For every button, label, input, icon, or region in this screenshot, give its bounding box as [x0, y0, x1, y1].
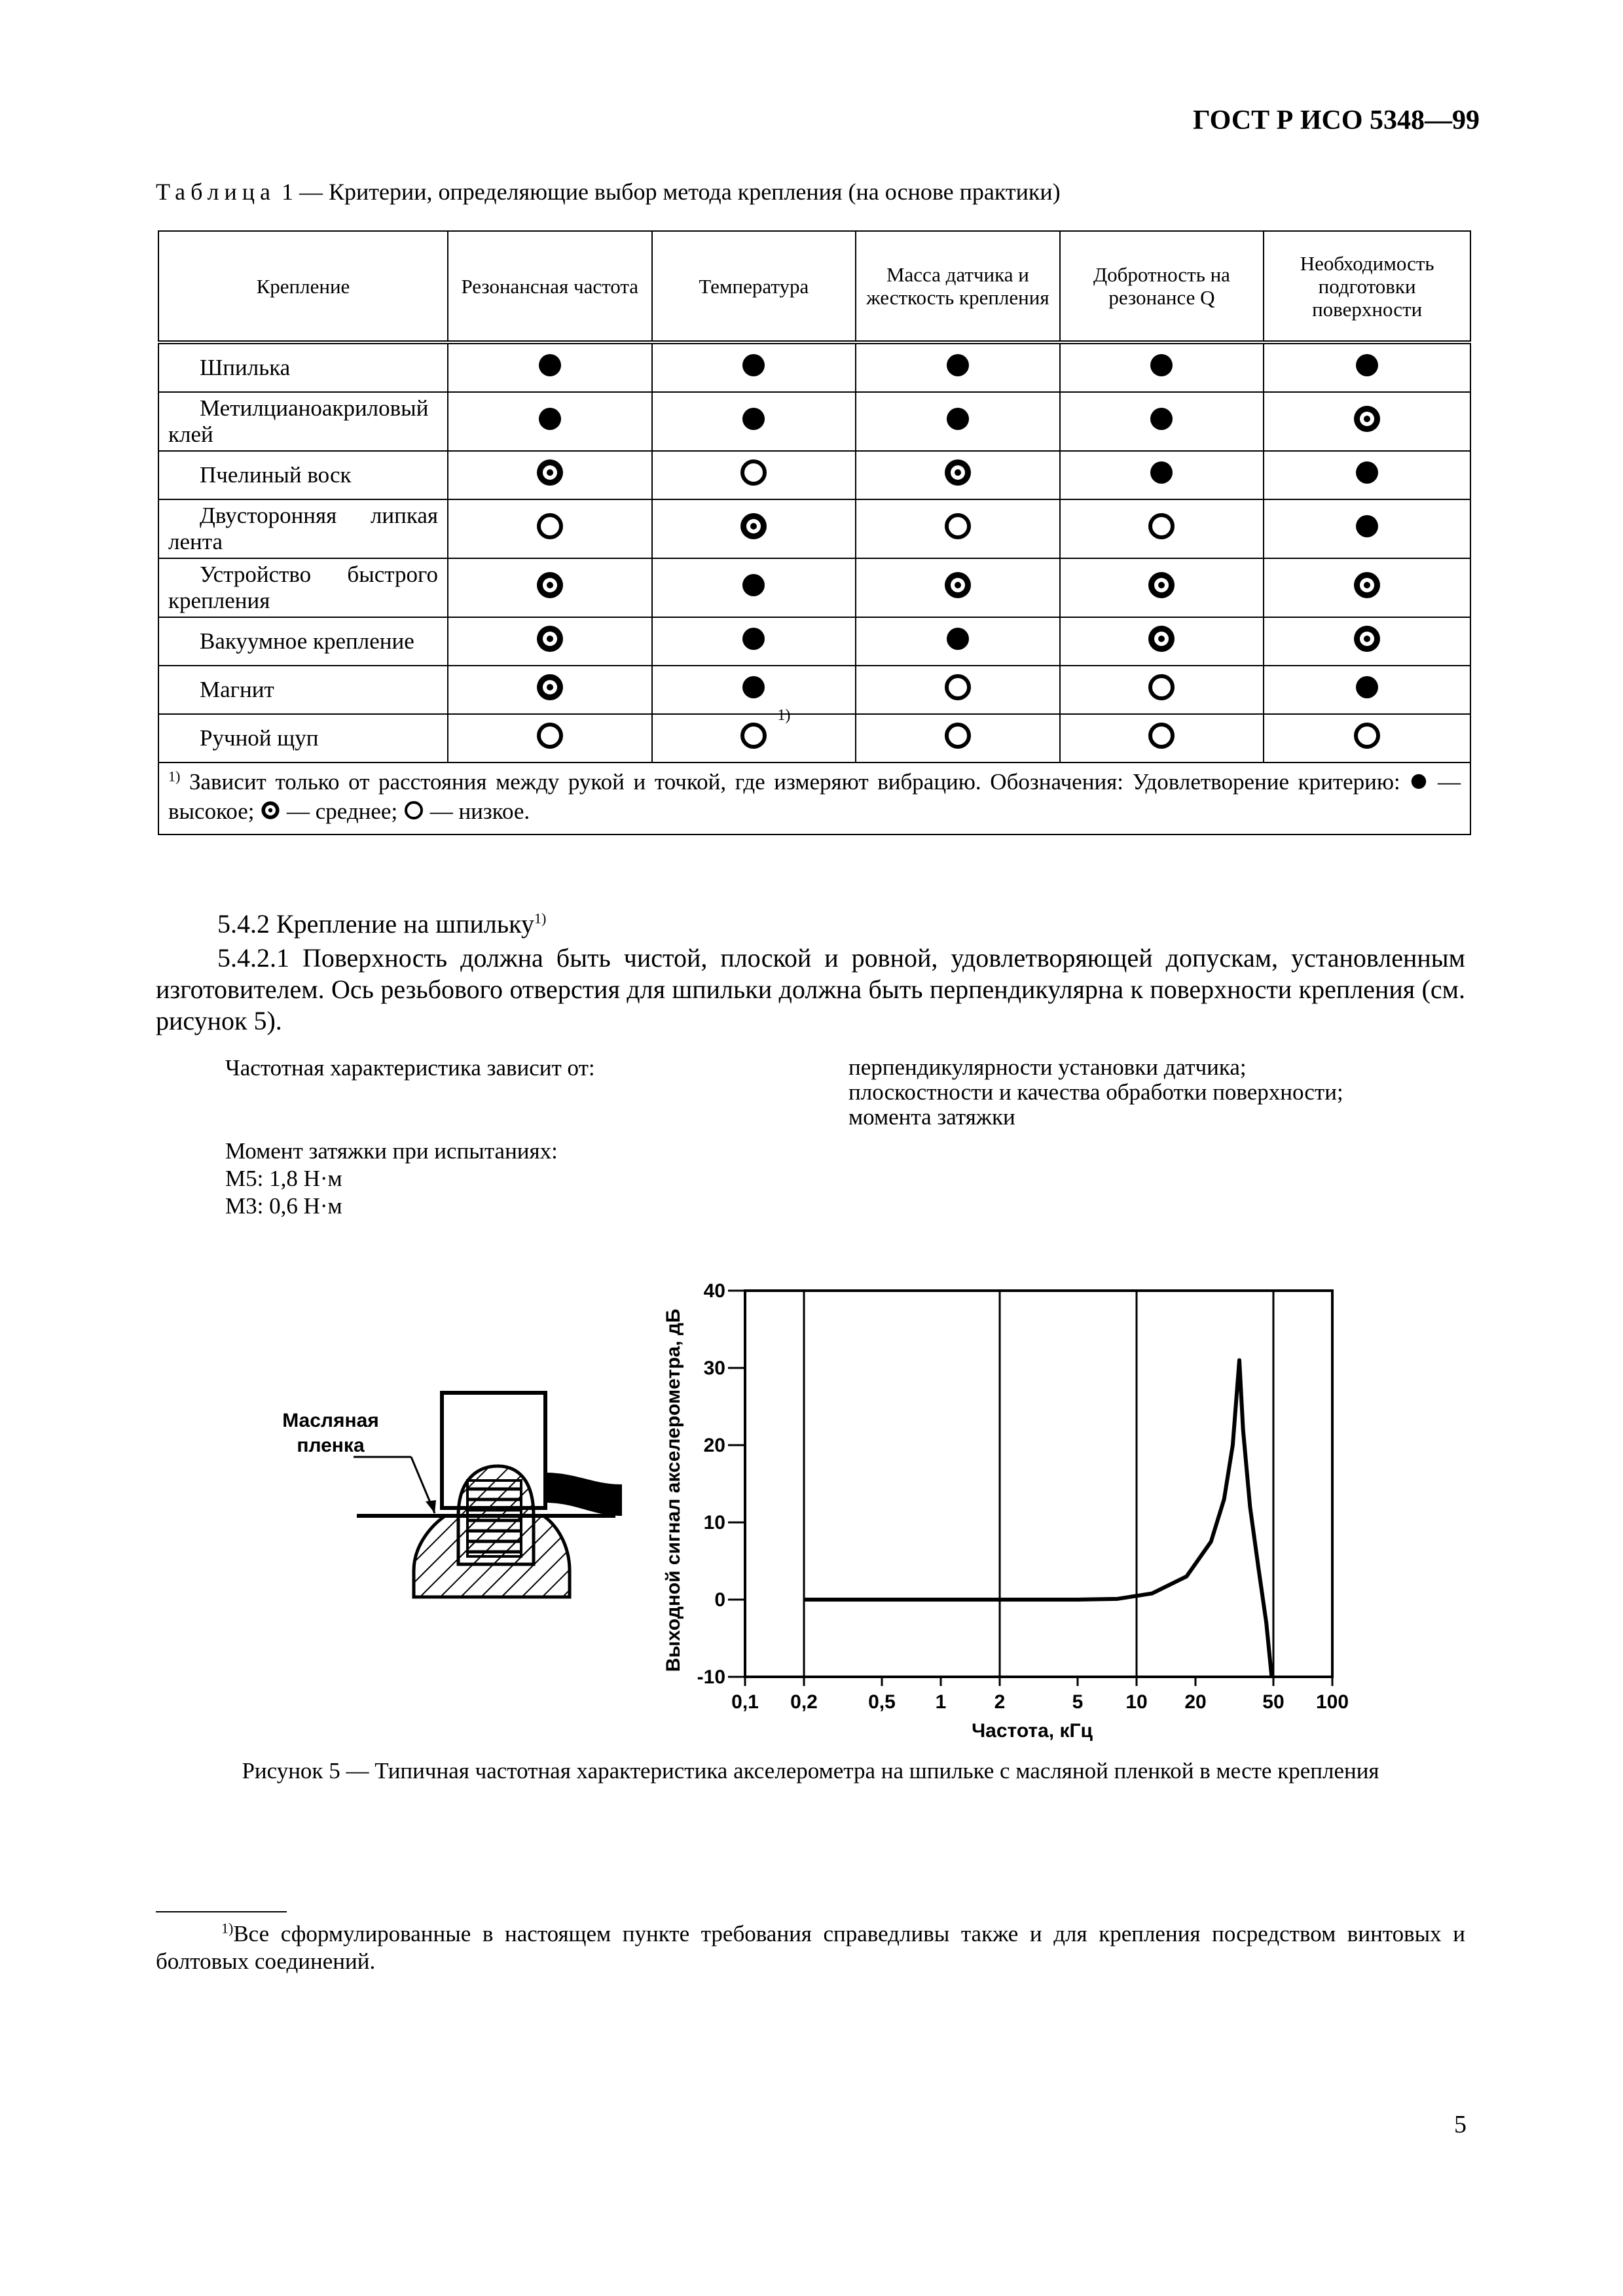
filled-circle-icon: [536, 351, 564, 386]
table-row: [158, 558, 1470, 617]
rating-cell: [1060, 617, 1264, 666]
filled-circle-icon: [739, 571, 768, 605]
rating-cell: [448, 499, 652, 558]
rating-cell: [448, 666, 652, 714]
frequency-items: [848, 1055, 1343, 1130]
legend-high: — высокое;: [168, 769, 1461, 824]
rating-cell: [652, 706, 856, 762]
frequency-item: плоскостности и качества обработки поверхности;: [848, 1079, 1343, 1105]
footnote-mark: 1): [168, 768, 181, 785]
dotted-circle-icon: [534, 623, 566, 660]
filled-circle-icon: [943, 351, 972, 386]
torque-block: [225, 1138, 558, 1220]
rating-cell: [856, 617, 1060, 666]
page-footnote-text: Все сформулированные в настоящем пункте требования справедливы также и для крепления посредством винтовых и болтовых соединений.: [156, 1921, 1465, 1974]
dotted-circle-icon: [1146, 569, 1177, 607]
column-header: Резонансная частота: [448, 231, 652, 342]
table-row: [158, 714, 1470, 762]
y-tick-label: 20: [703, 1435, 725, 1456]
oil-label-line-1: Масляная: [282, 1410, 379, 1431]
filled-circle-icon: [1353, 673, 1381, 708]
hollow-circle-icon: [1146, 511, 1177, 548]
table-caption-text: 1 — Критерии, определяющие выбор метода крепления (на основе практики): [275, 179, 1061, 205]
rating-cell: [448, 451, 652, 499]
rating-cell: [1060, 499, 1264, 558]
rating-cell: [856, 451, 1060, 499]
dotted-circle-icon: [260, 800, 281, 827]
accelerometer-mount-drawing: [282, 1393, 622, 1597]
filled-circle-icon: [1147, 351, 1176, 386]
x-tick-label: 1: [935, 1691, 947, 1713]
oil-label-line-2: пленка: [297, 1435, 365, 1456]
filled-circle-icon: [943, 624, 972, 659]
table-header-row: [158, 231, 1470, 342]
footnote-text: Зависит только от расстояния между рукой и точкой, где измеряют вибрацию. Обозначения: Удовлетворение критерию:: [189, 769, 1400, 795]
rating-cell: [652, 558, 856, 617]
filled-circle-icon: [1409, 770, 1429, 798]
row-label: Метилцианоакриловый клей: [158, 392, 448, 451]
x-tick-label: 0,1: [731, 1691, 759, 1713]
dotted-circle-icon: [534, 569, 566, 607]
x-axis-label: Частота, кГц: [972, 1720, 1093, 1742]
rating-cell: [856, 392, 1060, 451]
rating-cell: [1060, 558, 1264, 617]
hollow-circle-icon: [942, 720, 974, 757]
dotted-circle-icon: [1146, 623, 1177, 660]
rating-cell: [448, 392, 652, 451]
rating-cell: [1060, 342, 1264, 392]
frequency-item: перпендикулярности установки датчика;: [848, 1054, 1247, 1080]
hollow-circle-icon: [403, 800, 424, 827]
dotted-circle-icon: [942, 569, 974, 607]
filled-circle-icon: [739, 673, 768, 708]
x-tick-label: 0,2: [790, 1691, 818, 1713]
section-heading-text: 5.4.2 Крепление на шпильку: [217, 909, 534, 939]
dotted-circle-icon: [1351, 623, 1383, 660]
hollow-circle-icon: [534, 511, 566, 548]
rating-cell: [1060, 714, 1264, 762]
column-header: Крепление: [158, 231, 448, 342]
y-tick-label: 30: [703, 1357, 725, 1379]
table-row: [158, 392, 1470, 451]
row-label: Ручной щуп: [158, 714, 448, 762]
page-number: 5: [1454, 2111, 1467, 2138]
filled-circle-icon: [1353, 458, 1381, 493]
filled-circle-icon: [739, 351, 768, 386]
rating-cell: [1264, 451, 1470, 499]
hollow-circle-icon: [1351, 720, 1383, 757]
row-label: Шпилька: [158, 342, 448, 392]
torque-label: Момент затяжки при испытаниях:: [225, 1138, 558, 1164]
x-tick-label: 2: [994, 1691, 1006, 1713]
x-tick-label: 20: [1184, 1691, 1207, 1713]
rating-cell: [1264, 666, 1470, 714]
stud-thread: [467, 1480, 521, 1556]
figure-caption: Рисунок 5 — Типичная частотная характеристика акселерометра на шпильке с масляной пленкой в месте крепления: [242, 1758, 1379, 1784]
x-tick-label: 50: [1262, 1691, 1285, 1713]
hollow-circle-icon: [1146, 672, 1177, 709]
filled-circle-icon: [739, 624, 768, 659]
table-caption-label: Таблица: [156, 179, 276, 205]
footnote-separator: [156, 1911, 287, 1912]
rating-cell: [1264, 714, 1470, 762]
dotted-circle-icon: [942, 457, 974, 494]
torque-value: М3: 0,6 Н·м: [225, 1193, 342, 1219]
x-tick-label: 0,5: [868, 1691, 896, 1713]
rating-cell: [1060, 451, 1264, 499]
series-line: [804, 1360, 1271, 1677]
rating-cell: [652, 666, 856, 714]
rating-cell: [652, 499, 856, 558]
frequency-item: момента затяжки: [848, 1104, 1015, 1130]
table-footnote-row: [158, 762, 1470, 834]
dotted-circle-icon: [1351, 403, 1383, 440]
hollow-circle-icon: [738, 457, 769, 494]
row-label: Магнит: [158, 666, 448, 714]
standard-code: ГОСТ Р ИСО 5348—99: [1192, 105, 1480, 135]
dotted-circle-icon: [1351, 569, 1383, 607]
x-tick-label: 10: [1125, 1691, 1148, 1713]
rating-cell: [856, 342, 1060, 392]
filled-circle-icon: [1147, 404, 1176, 439]
y-tick-label: 10: [703, 1512, 725, 1534]
rating-cell: [652, 342, 856, 392]
x-tick-label: 100: [1315, 1691, 1349, 1713]
y-tick-label: 40: [703, 1280, 725, 1302]
y-tick-label: 0: [714, 1589, 725, 1611]
row-label: Двусторонняя липкая лента: [158, 499, 448, 558]
table-footnote: [158, 762, 1470, 834]
dotted-circle-icon: [738, 511, 769, 548]
x-tick-label: 5: [1072, 1691, 1084, 1713]
frequency-label: Частотная характеристика зависит от:: [225, 1055, 595, 1081]
rating-cell: [1264, 392, 1470, 451]
table-row: [158, 451, 1470, 499]
hollow-circle-icon: [942, 511, 974, 548]
table-caption: [156, 178, 1061, 206]
frequency-response-chart: [663, 1280, 1349, 1742]
section-heading-footnote-mark: 1): [534, 910, 547, 927]
filled-circle-icon: [943, 404, 972, 439]
sensor-cable: [545, 1473, 622, 1516]
rating-cell: [448, 558, 652, 617]
figure-5: [0, 1244, 1623, 1742]
table-row: [158, 666, 1470, 714]
rating-cell: [448, 617, 652, 666]
rating-cell: [856, 714, 1060, 762]
hollow-circle-icon: [1146, 720, 1177, 757]
rating-cell: [1264, 499, 1470, 558]
row-label: Устройство быстрого крепления: [158, 558, 448, 617]
torque-value: М5: 1,8 Н·м: [225, 1166, 342, 1191]
column-header: Температура: [652, 231, 856, 342]
criteria-table: [158, 230, 1471, 835]
rating-cell: [1264, 342, 1470, 392]
rating-cell: [1264, 617, 1470, 666]
row-label: Пчелиный воск: [158, 451, 448, 499]
column-header: Масса датчика и жесткость крепления: [856, 231, 1060, 342]
dotted-circle-icon: [534, 457, 566, 494]
hollow-circle-icon: [534, 720, 566, 757]
dotted-circle-icon: [534, 672, 566, 709]
rating-cell: [652, 451, 856, 499]
page-footnote-mark: 1): [221, 1920, 234, 1937]
rating-cell: [1264, 558, 1470, 617]
table-row: [158, 342, 1470, 392]
table-row: [158, 617, 1470, 666]
section-paragraph: 5.4.2.1 Поверхность должна быть чистой, плоской и ровной, удовлетворяющей допускам, установленным изготовителем. Ось резьбового отверстия для шпильки должна быть перпендикулярна к поверхности крепления (см. рисунок 5).: [156, 943, 1465, 1035]
rating-cell: [1060, 666, 1264, 714]
rating-cell: [448, 714, 652, 762]
filled-circle-icon: [1147, 458, 1176, 493]
filled-circle-icon: [536, 404, 564, 439]
rating-cell: [652, 617, 856, 666]
page-footnote: [156, 1920, 1465, 1975]
rating-cell: [448, 342, 652, 392]
y-axis-label: Выходной сигнал акселерометра, дБ: [663, 1308, 684, 1672]
plot-frame: [745, 1291, 1332, 1677]
y-tick-label: -10: [697, 1666, 725, 1688]
table-row: [158, 499, 1470, 558]
legend-low: — низкое.: [429, 798, 530, 824]
rating-cell: [856, 499, 1060, 558]
section-heading: [217, 908, 546, 939]
filled-circle-icon: [1353, 351, 1381, 386]
column-header: Необходимость подготовки поверхности: [1264, 231, 1470, 342]
legend-medium: — среднее;: [287, 798, 398, 824]
footnote-ref: 1): [777, 706, 791, 724]
rating-cell: [1060, 392, 1264, 451]
row-label: Вакуумное крепление: [158, 617, 448, 666]
hollow-circle-icon: [738, 706, 791, 757]
filled-circle-icon: [739, 404, 768, 439]
column-header: Добротность на резонансе Q: [1060, 231, 1264, 342]
hollow-circle-icon: [942, 672, 974, 709]
rating-cell: [856, 666, 1060, 714]
filled-circle-icon: [1353, 512, 1381, 547]
rating-cell: [652, 392, 856, 451]
rating-cell: [856, 558, 1060, 617]
